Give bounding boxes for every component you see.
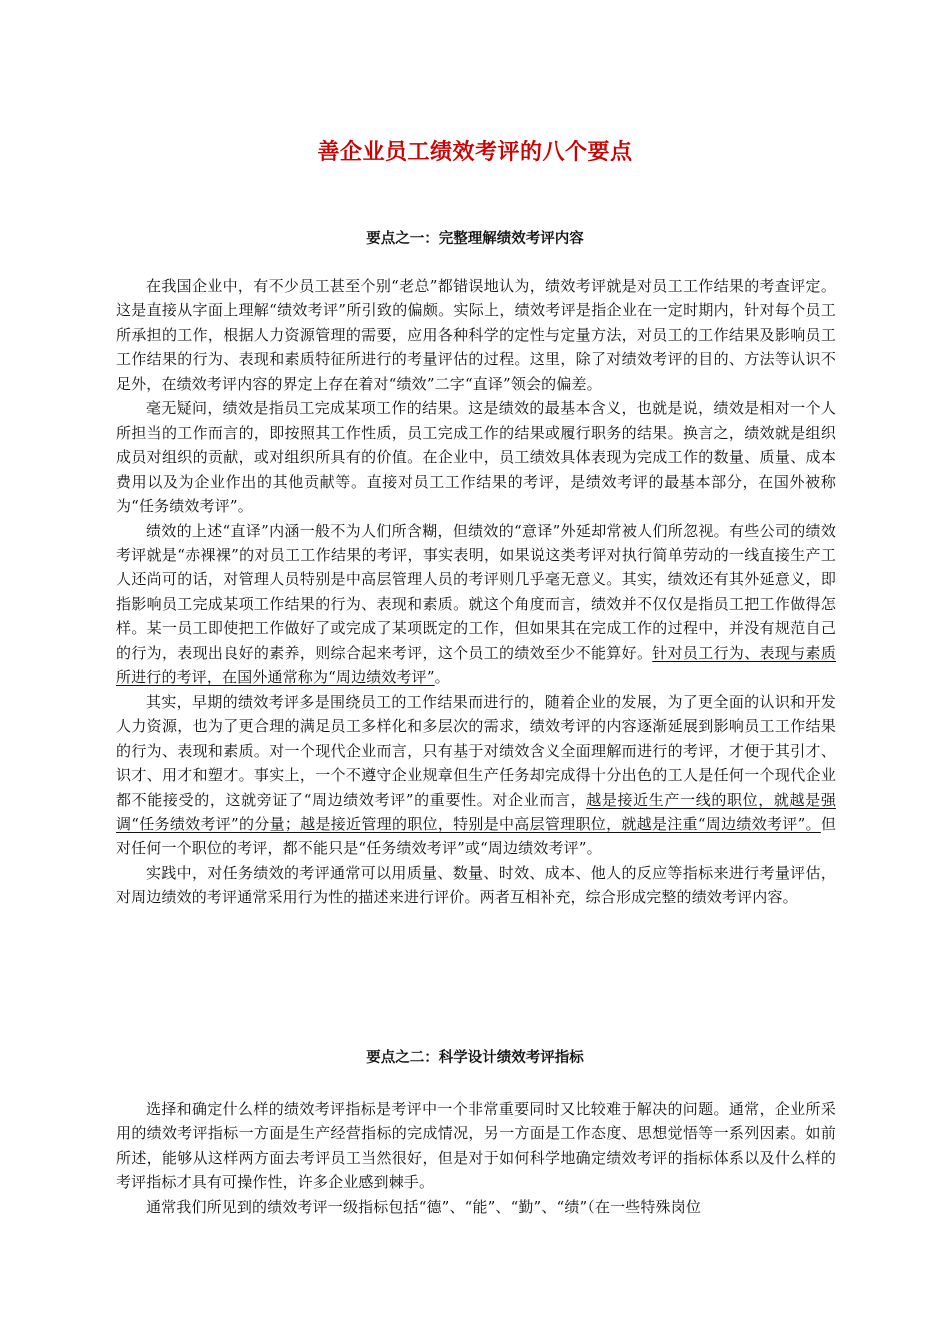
section-heading-1: 要点之一：完整理解绩效考评内容: [366, 231, 584, 247]
paragraph: 实践中，对任务绩效的考评通常可以用质量、数量、时效、成本、他人的反应等指标来进行考量评估，对周边绩效的考评通常采用行为性的描述来进行评价。两者互相补充，综合形成完整的绩效考评内容。: [116, 863, 836, 907]
paragraph: 毫无疑问，绩效是指员工完成某项工作的结果。这是绩效的最基本含义，也就是说，绩效是相对一个人所担当的工作而言的，即按照其工作性质，员工完成工作的结果或履行职务的结果。换言之，绩效就是组织成员对组织的贡献，或对组织所具有的价值。在企业中，员工绩效具体表现为完成工作的数量、质量、成本费用以及为企业作出的其他贡献等。直接对员工工作结果的考评，是绩效考评的最基本部分，在国外被称为“任务绩效考评”。: [116, 399, 836, 516]
paragraph: [116, 690, 836, 861]
document-title: 善企业员工绩效考评的八个要点: [317, 140, 633, 165]
paragraph: 通常我们所见到的绩效考评一级指标包括“德”、“能”、“勤”、“绩”（在一些特殊岗位: [146, 1197, 702, 1216]
paragraph-text: 绩效的上述“直译”内涵一般不为人们所含糊，但绩效的“意译”外延却常被人们所忽视。有些公司的绩效考评就是“赤裸裸”的对员工工作结果的考评，事实表明，如果说这类考评对执行简单劳动的一线直接生产工人还尚可的话，对管理人员特别是中高层管理人员的考评则几乎毫无意义。其实，绩效还有其外延意义，即指影响员工完成某项工作结果的行为、表现和素质。就这个角度而言，绩效并不仅仅是指员工把工作做得怎样。某一员工即使把工作做好了或完成了某项既定的工作，但如果其在完成工作的过程中，并没有规范自己的行为，表现出良好的素养，则综合起来考评，这个员工的绩效至少不能算好。: [116, 521, 836, 662]
paragraph: 选择和确定什么样的绩效考评指标是考评中一个非常重要同时又比较难于解决的问题。通常，企业所采用的绩效考评指标一方面是生产经营指标的完成情况，另一方面是工作态度、思想觉悟等一系列因素。如前所述，能够从这样两方面去考评员工当然很好，但是对于如何科学地确定绩效考评的指标体系以及什么样的考评指标才具有可操作性，许多企业感到棘手。: [116, 1100, 836, 1192]
section-body-2: [116, 1097, 836, 1219]
paragraph-tail: 。: [434, 668, 450, 687]
paragraph-tail: 但对任何一个职位的考评，都不能只是“任务绩效考评”或“周边绩效考评”。: [116, 814, 836, 858]
underlined-text: 针对员工行为、表现与素质所进行的考评，在国外通常称为“周边绩效考评”: [116, 643, 836, 687]
paragraph: [116, 519, 836, 690]
section-body-1: [116, 274, 836, 910]
section-heading-2: 要点之二：科学设计绩效考评指标: [366, 1050, 584, 1066]
underlined-text: 越是接近生产一线的职位，就越是强调“任务绩效考评”的分量；越是接近管理的职位，特别是中高层管理职位，就越是注重“周边绩效考评”。: [116, 790, 836, 833]
paragraph: 在我国企业中，有不少员工甚至个别“老总”都错误地认为，绩效考评就是对员工工作结果的考查评定。这是直接从字面上理解“绩效考评”所引致的偏颇。实际上，绩效考评是指企业在一定时期内，针对每个员工所承担的工作，根据人力资源管理的需要，应用各种科学的定性与定量方法，对员工的工作结果及影响员工工作结果的行为、表现和素质特征所进行的考量评估的过程。这里，除了对绩效考评的目的、方法等认识不足外，在绩效考评内容的界定上存在着对“绩效”二字“直译”领会的偏差。: [116, 277, 836, 393]
paragraph-text: 其实，早期的绩效考评多是围绕员工的工作结果而进行的，随着企业的发展，为了更全面的认识和开发人力资源，也为了更合理的满足员工多样化和多层次的需求，绩效考评的内容逐渐延展到影响员工工作结果的行为、表现和素质。对一个现代企业而言，只有基于对绩效含义全面理解而进行的考评，才便于其引才、识才、用才和塑才。事实上，一个不遵守企业规章但生产任务却完成得十分出色的工人是任何一个现代企业都不能接受的，这就旁证了“周边绩效考评”的重要性。对企业而言，: [116, 692, 836, 809]
